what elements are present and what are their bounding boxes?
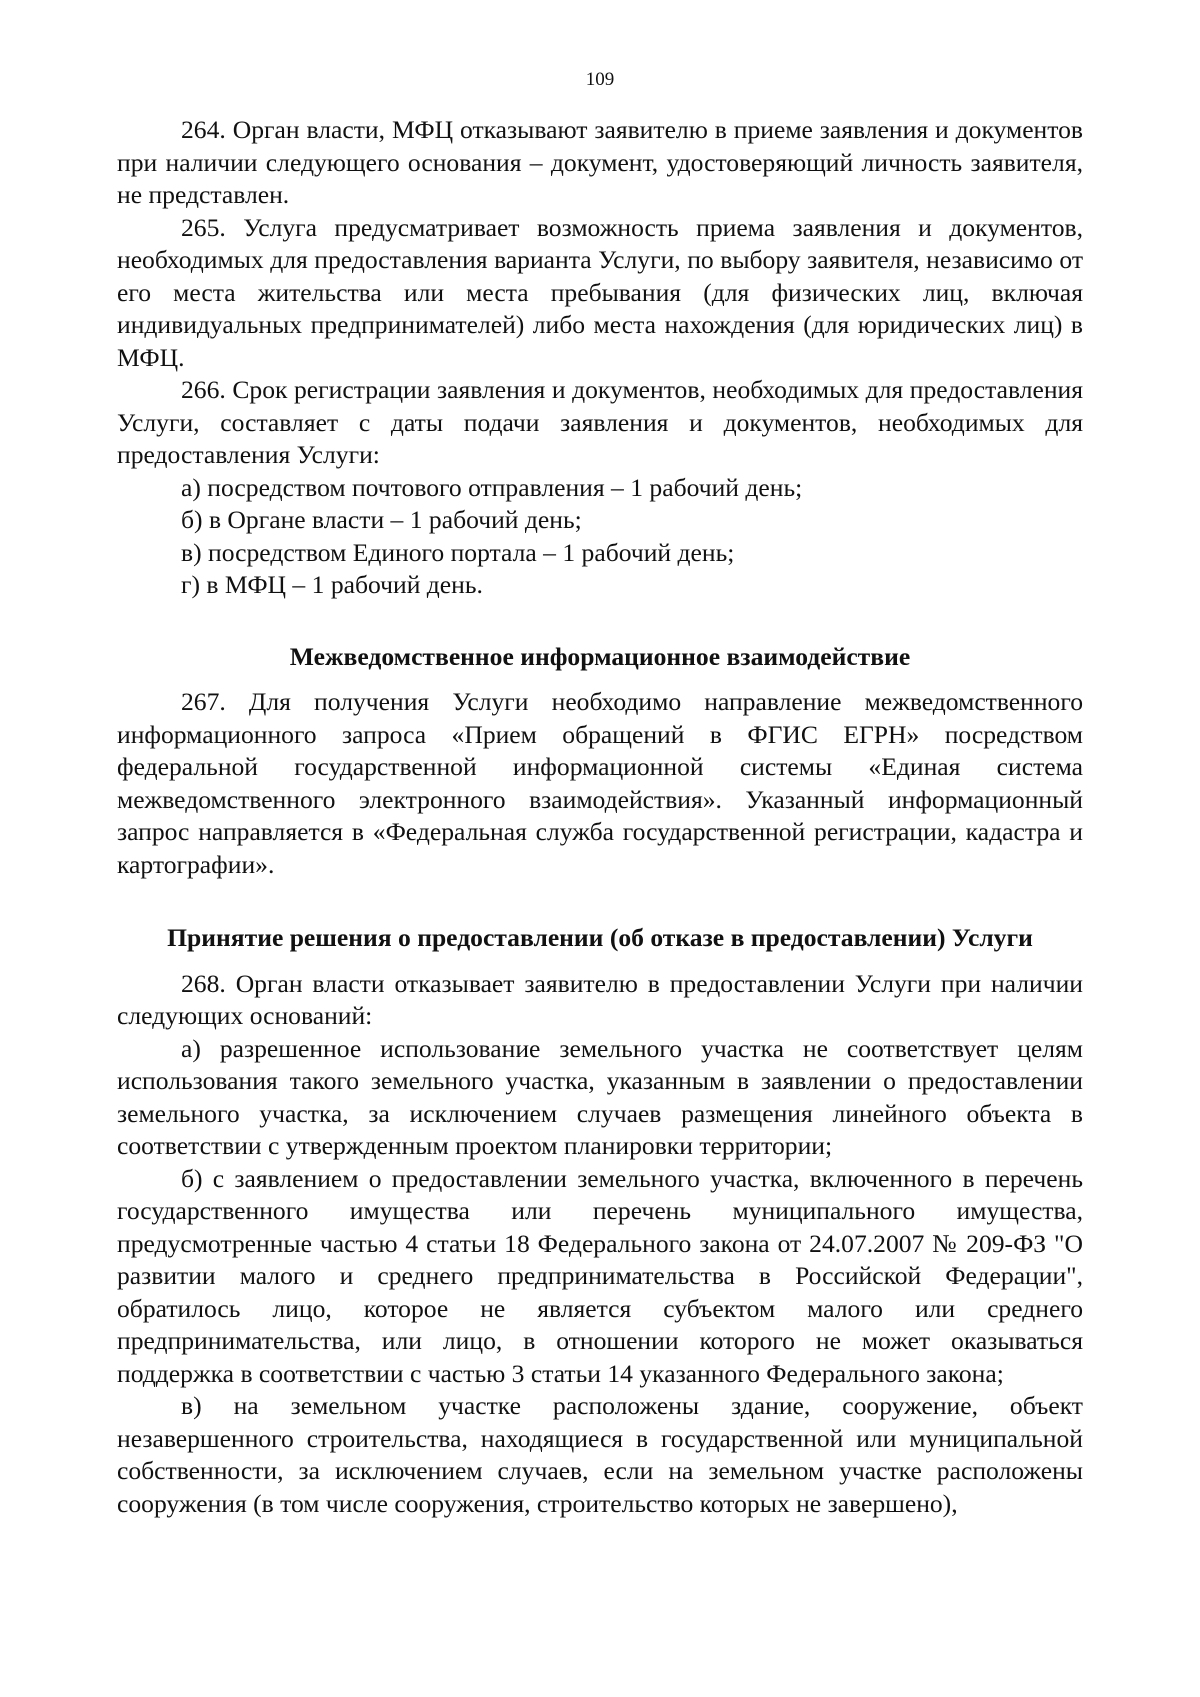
spacer — [117, 673, 1083, 686]
list-item-266-g: г) в МФЦ – 1 рабочий день. — [181, 570, 483, 599]
spacer — [117, 881, 1083, 922]
section-heading-interagency: Межведомственное информационное взаимодействие — [289, 641, 911, 671]
list-item-268-v: в) на земельном участке расположены здание, сооружение, объект незавершенного строительства, находящиеся в государственной или муниципальной собственности, за исключением случаев, если на земельном участке расположены сооружения (в том числе сооружения, строительство которых не завершено), — [117, 1391, 1083, 1518]
document-body — [117, 114, 1083, 1520]
paragraph-266: 266. Срок регистрации заявления и документов, необходимых для предоставления Услуги, составляет с даты подачи заявления и документов, необходимых для предоставления Услуги: — [117, 375, 1083, 469]
list-item-266-a: а) посредством почтового отправления – 1 рабочий день; — [181, 472, 803, 502]
paragraph-265: 265. Услуга предусматривает возможность приема заявления и документов, необходимых для предоставления варианта Услуги, по выбору заявителя, независимо от его места жительства или места пребывания (для физических лиц, включая индивидуальных предпринимателей) либо места нахождения (для юридических лиц) в МФЦ. — [117, 212, 1083, 372]
spacer — [117, 602, 1083, 641]
paragraph-268: 268. Орган власти отказывает заявителю в предоставлении Услуги при наличии следующих оснований: — [117, 968, 1083, 1030]
paragraph-264: 264. Орган власти, МФЦ отказывают заявителю в приеме заявления и документов при наличии следующего основания – документ, удостоверяющий личность заявителя, не представлен. — [117, 115, 1083, 209]
list-item-266-b: б) в Органе власти – 1 рабочий день; — [181, 505, 582, 534]
list-item-268-b: б) с заявлением о предоставлении земельного участка, включенного в перечень государственного имущества или перечень муниципального имущества, предусмотренные частью 4 статьи 18 Федерального закона от 24.07.2007 № 209-ФЗ "О развитии малого и среднего предпринимательства в Российской Федерации", обратилось лицо, которое не является субъектом малого или среднего предпринимательства, или лицо, в отношении которого не может оказываться поддержка в соответствии с частью 3 статьи 14 указанного Федерального закона; — [117, 1163, 1083, 1388]
list-item-266-v: в) посредством Единого портала – 1 рабочий день; — [181, 537, 735, 567]
page-number: 109 — [585, 69, 615, 90]
list-item-268-a: а) разрешенное использование земельного участка не соответствует целям использования такого земельного участка, указанным в заявлении о предоставлении земельного участка, за исключением случаев размещения линейного объекта в соответствии с утвержденным проектом планировки территории; — [117, 1033, 1083, 1160]
spacer — [117, 955, 1083, 968]
section-heading-decision: Принятие решения о предоставлении (об отказе в предоставлении) Услуги — [167, 923, 1033, 952]
paragraph-267: 267. Для получения Услуги необходимо направление межведомственного информационного запроса «Прием обращений в ФГИС ЕГРН» посредством федеральной государственной информационной системы «Единая система межведомственного электронного взаимодействия». Указанный информационный запрос направляется в «Федеральная служба государственной регистрации, кадастра и картографии». — [117, 687, 1083, 879]
